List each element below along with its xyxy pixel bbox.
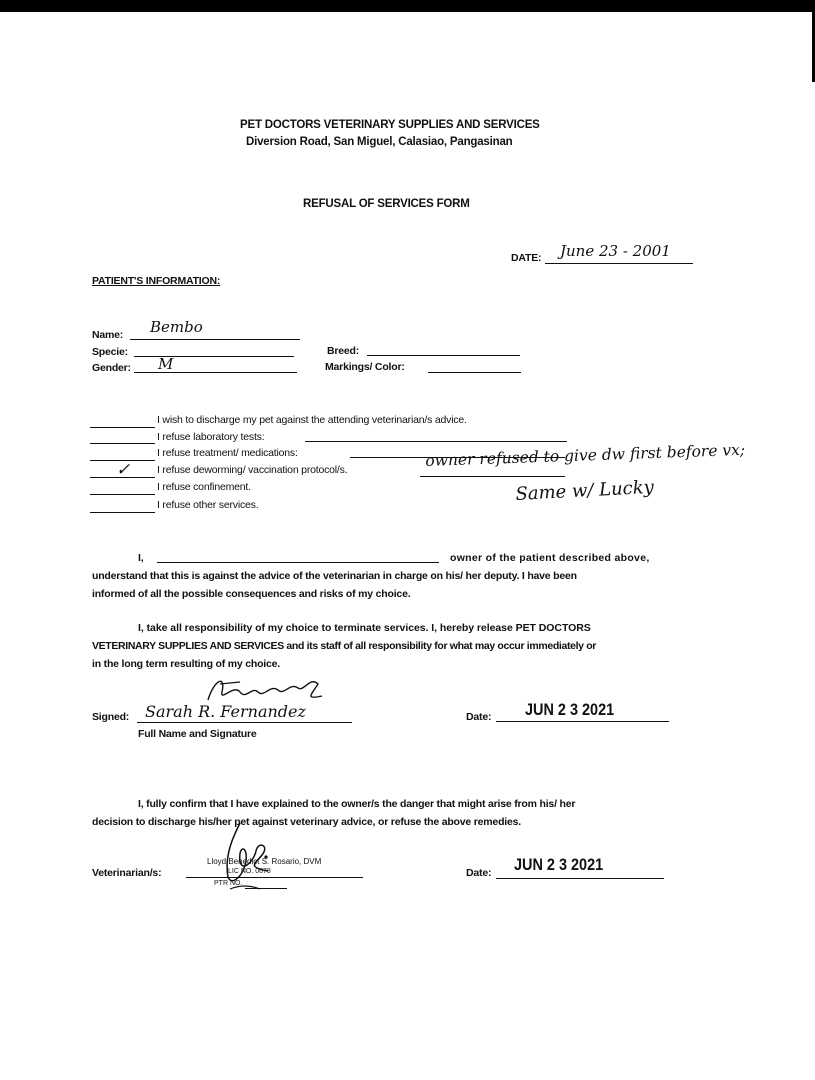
- owner-date-line: [496, 721, 669, 722]
- option-check-4: ✓: [116, 460, 131, 480]
- owner-name-line: [157, 562, 439, 563]
- option-label-3: I refuse treatment/ medications:: [157, 447, 298, 459]
- form-title: REFUSAL OF SERVICES FORM: [303, 198, 470, 210]
- statement-p2-line1: I, take all responsibility of my choice to terminate services. I, hereby release PET DOCTORS: [138, 622, 591, 634]
- statement-p1-end: owner of the patient described above,: [450, 552, 650, 564]
- owner-date-label: Date:: [466, 711, 492, 723]
- option-blank-1: [90, 427, 155, 428]
- vet-date-stamp: JUN 2 3 2021: [514, 855, 604, 874]
- option-label-1: I wish to discharge my pet against the attending veterinarian/s advice.: [157, 414, 467, 426]
- vet-stamp-license: LIC NO. 0678: [228, 868, 271, 875]
- specie-label: Specie:: [92, 346, 128, 358]
- signed-label: Signed:: [92, 711, 130, 723]
- handwritten-note-line1: owner refused to give dw first before vx;: [425, 440, 746, 470]
- vet-stamp-ptr: PTR NO.: [214, 880, 243, 887]
- statement-i: I,: [138, 552, 144, 564]
- name-value: Bembo: [150, 318, 203, 336]
- vet-stamp-name: Lloyd Benedict S. Rosario, DVM: [207, 857, 322, 866]
- confirmation-line2: decision to discharge his/her pet against veterinary advice, or refuse the above remedies.: [92, 816, 521, 828]
- date-line: [545, 263, 693, 264]
- markings-line: [428, 372, 521, 373]
- name-label: Name:: [92, 329, 124, 341]
- lab-tests-line: [305, 441, 567, 442]
- statement-p1-line2: understand that this is against the advice of the veterinarian in charge on his/ her deputy. I have been: [92, 570, 577, 582]
- option-label-6: I refuse other services.: [157, 499, 259, 511]
- option-blank-2: [90, 443, 155, 444]
- statement-p2-line3: in the long term resulting of my choice.: [92, 658, 281, 670]
- scan-top-border: [0, 0, 815, 12]
- option-blank-6: [90, 512, 155, 513]
- vet-date-line: [496, 878, 664, 879]
- statement-p2-line2: VETERINARY SUPPLIES AND SERVICES and its staff of all responsibility for what may occur immediately or: [92, 640, 597, 652]
- vet-date-label: Date:: [466, 867, 492, 879]
- confirmation-line1: I, fully confirm that I have explained to the owner/s the danger that might arise from his/ her: [138, 798, 576, 810]
- name-line: [130, 339, 300, 340]
- signed-line: [137, 722, 352, 723]
- gender-value: M: [158, 355, 174, 373]
- option-label-5: I refuse confinement.: [157, 481, 251, 493]
- breed-line: [367, 355, 520, 356]
- deworming-line: [420, 476, 565, 477]
- vet-ptr-line: [245, 888, 287, 889]
- company-name: PET DOCTORS VETERINARY SUPPLIES AND SERVICES: [240, 119, 540, 131]
- veterinarian-label: Veterinarian/s:: [92, 867, 162, 879]
- date-handwritten: June 23 - 2001: [560, 242, 671, 260]
- option-label-2: I refuse laboratory tests:: [157, 431, 265, 443]
- option-blank-5: [90, 494, 155, 495]
- patient-section-title: PATIENT'S INFORMATION:: [92, 275, 221, 287]
- gender-label: Gender:: [92, 362, 131, 374]
- statement-p1-line3: informed of all the possible consequences and risks of my choice.: [92, 588, 411, 600]
- breed-label: Breed:: [327, 345, 360, 357]
- markings-label: Markings/ Color:: [325, 361, 405, 373]
- option-label-4: I refuse deworming/ vaccination protocol/s.: [157, 464, 348, 476]
- date-label: DATE:: [511, 252, 542, 264]
- owner-date-stamp: JUN 2 3 2021: [525, 700, 615, 719]
- company-address: Diversion Road, San Miguel, Calasiao, Pangasinan: [246, 136, 513, 148]
- handwritten-note-line2: Same w/ Lucky: [515, 476, 655, 505]
- owner-full-name: Sarah R. Fernandez: [145, 702, 306, 721]
- full-name-caption: Full Name and Signature: [138, 728, 257, 740]
